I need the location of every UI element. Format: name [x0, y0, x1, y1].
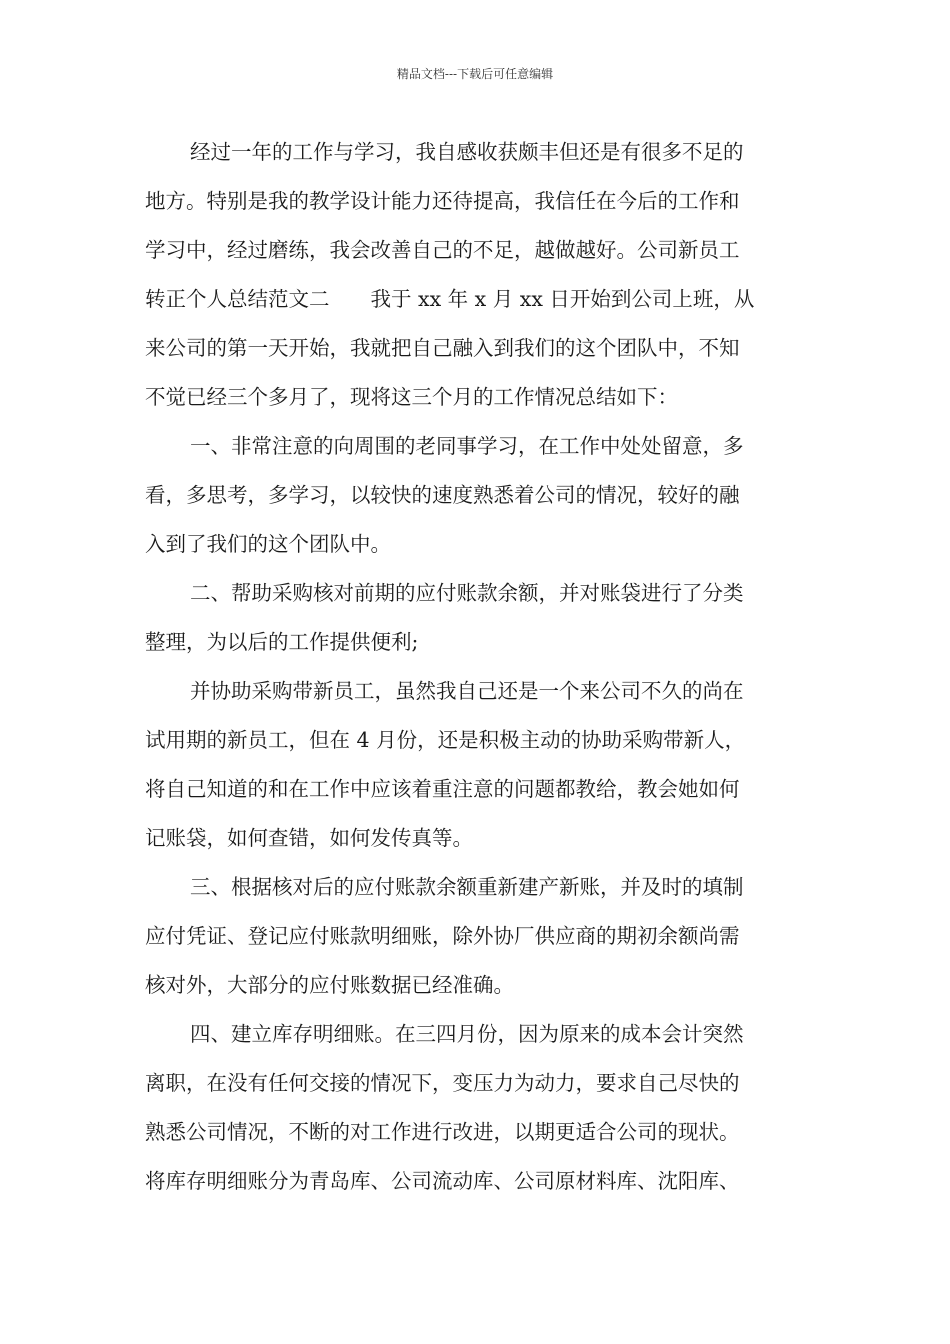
paragraph-line: 记账袋，如何查错，如何发传真等。	[145, 826, 473, 850]
paragraph-line: 将自己知道的和在工作中应该着重注意的问题都教给，教会她如何	[145, 777, 740, 801]
paragraph-first-line: 并协助采购带新员工，虽然我自己还是一个来公司不久的尚在	[190, 679, 744, 703]
paragraph-line: 试用期的新员工，但在 4 月份，还是积极主动的协助采购带新人，	[145, 728, 746, 752]
paragraph-line: 整理，为以后的工作提供便利;	[145, 630, 419, 654]
paragraph-first-line: 二、帮助采购核对前期的应付账款余额，并对账袋进行了分类	[190, 581, 744, 605]
paragraph-line: 熟悉公司情况，不断的对工作进行改进，以期更适合公司的现状。	[145, 1120, 740, 1144]
paragraph-first-line: 三、根据核对后的应付账款余额重新建产新账，并及时的填制	[190, 875, 744, 899]
paragraph-line: 不觉已经三个多月了，现将这三个月的工作情况总结如下：	[145, 385, 678, 409]
paragraph-line: 入到了我们的这个团队中。	[145, 532, 391, 556]
paragraph-line: 来公司的第一天开始，我就把自己融入到我们的这个团队中，不知	[145, 336, 740, 360]
paragraph-line: 核对外，大部分的应付账数据已经准确。	[145, 973, 514, 997]
paragraph-line: 学习中，经过磨练，我会改善自己的不足，越做越好。公司新员工	[145, 238, 740, 262]
paragraph-first-line: 一、非常注意的向周围的老同事学习，在工作中处处留意，多	[190, 434, 744, 458]
page-header: 精品文档---下载后可任意编辑	[396, 67, 554, 81]
paragraph-line: 地方。特别是我的教学设计能力还待提高，我信任在今后的工作和	[145, 189, 740, 213]
paragraph-line: 看，多思考，多学习，以较快的速度熟悉着公司的情况，较好的融	[145, 483, 740, 507]
paragraph-first-line: 经过一年的工作与学习，我自感收获颇丰但还是有很多不足的	[190, 140, 744, 164]
paragraph-line: 将库存明细账分为青岛库、公司流动库、公司原材料库、沈阳库、	[145, 1169, 740, 1193]
paragraph-first-line: 四、建立库存明细账。在三四月份，因为原来的成本会计突然	[190, 1022, 744, 1046]
paragraph-line: 离职，在没有任何交接的情况下，变压力为动力，要求自己尽快的	[145, 1071, 740, 1095]
document-body	[145, 128, 810, 1206]
paragraph-line: 转正个人总结范文二 我于 xx 年 x 月 xx 日开始到公司上班，从	[145, 287, 755, 311]
paragraph-line: 应付凭证、登记应付账款明细账，除外协厂供应商的期初余额尚需	[145, 924, 740, 948]
